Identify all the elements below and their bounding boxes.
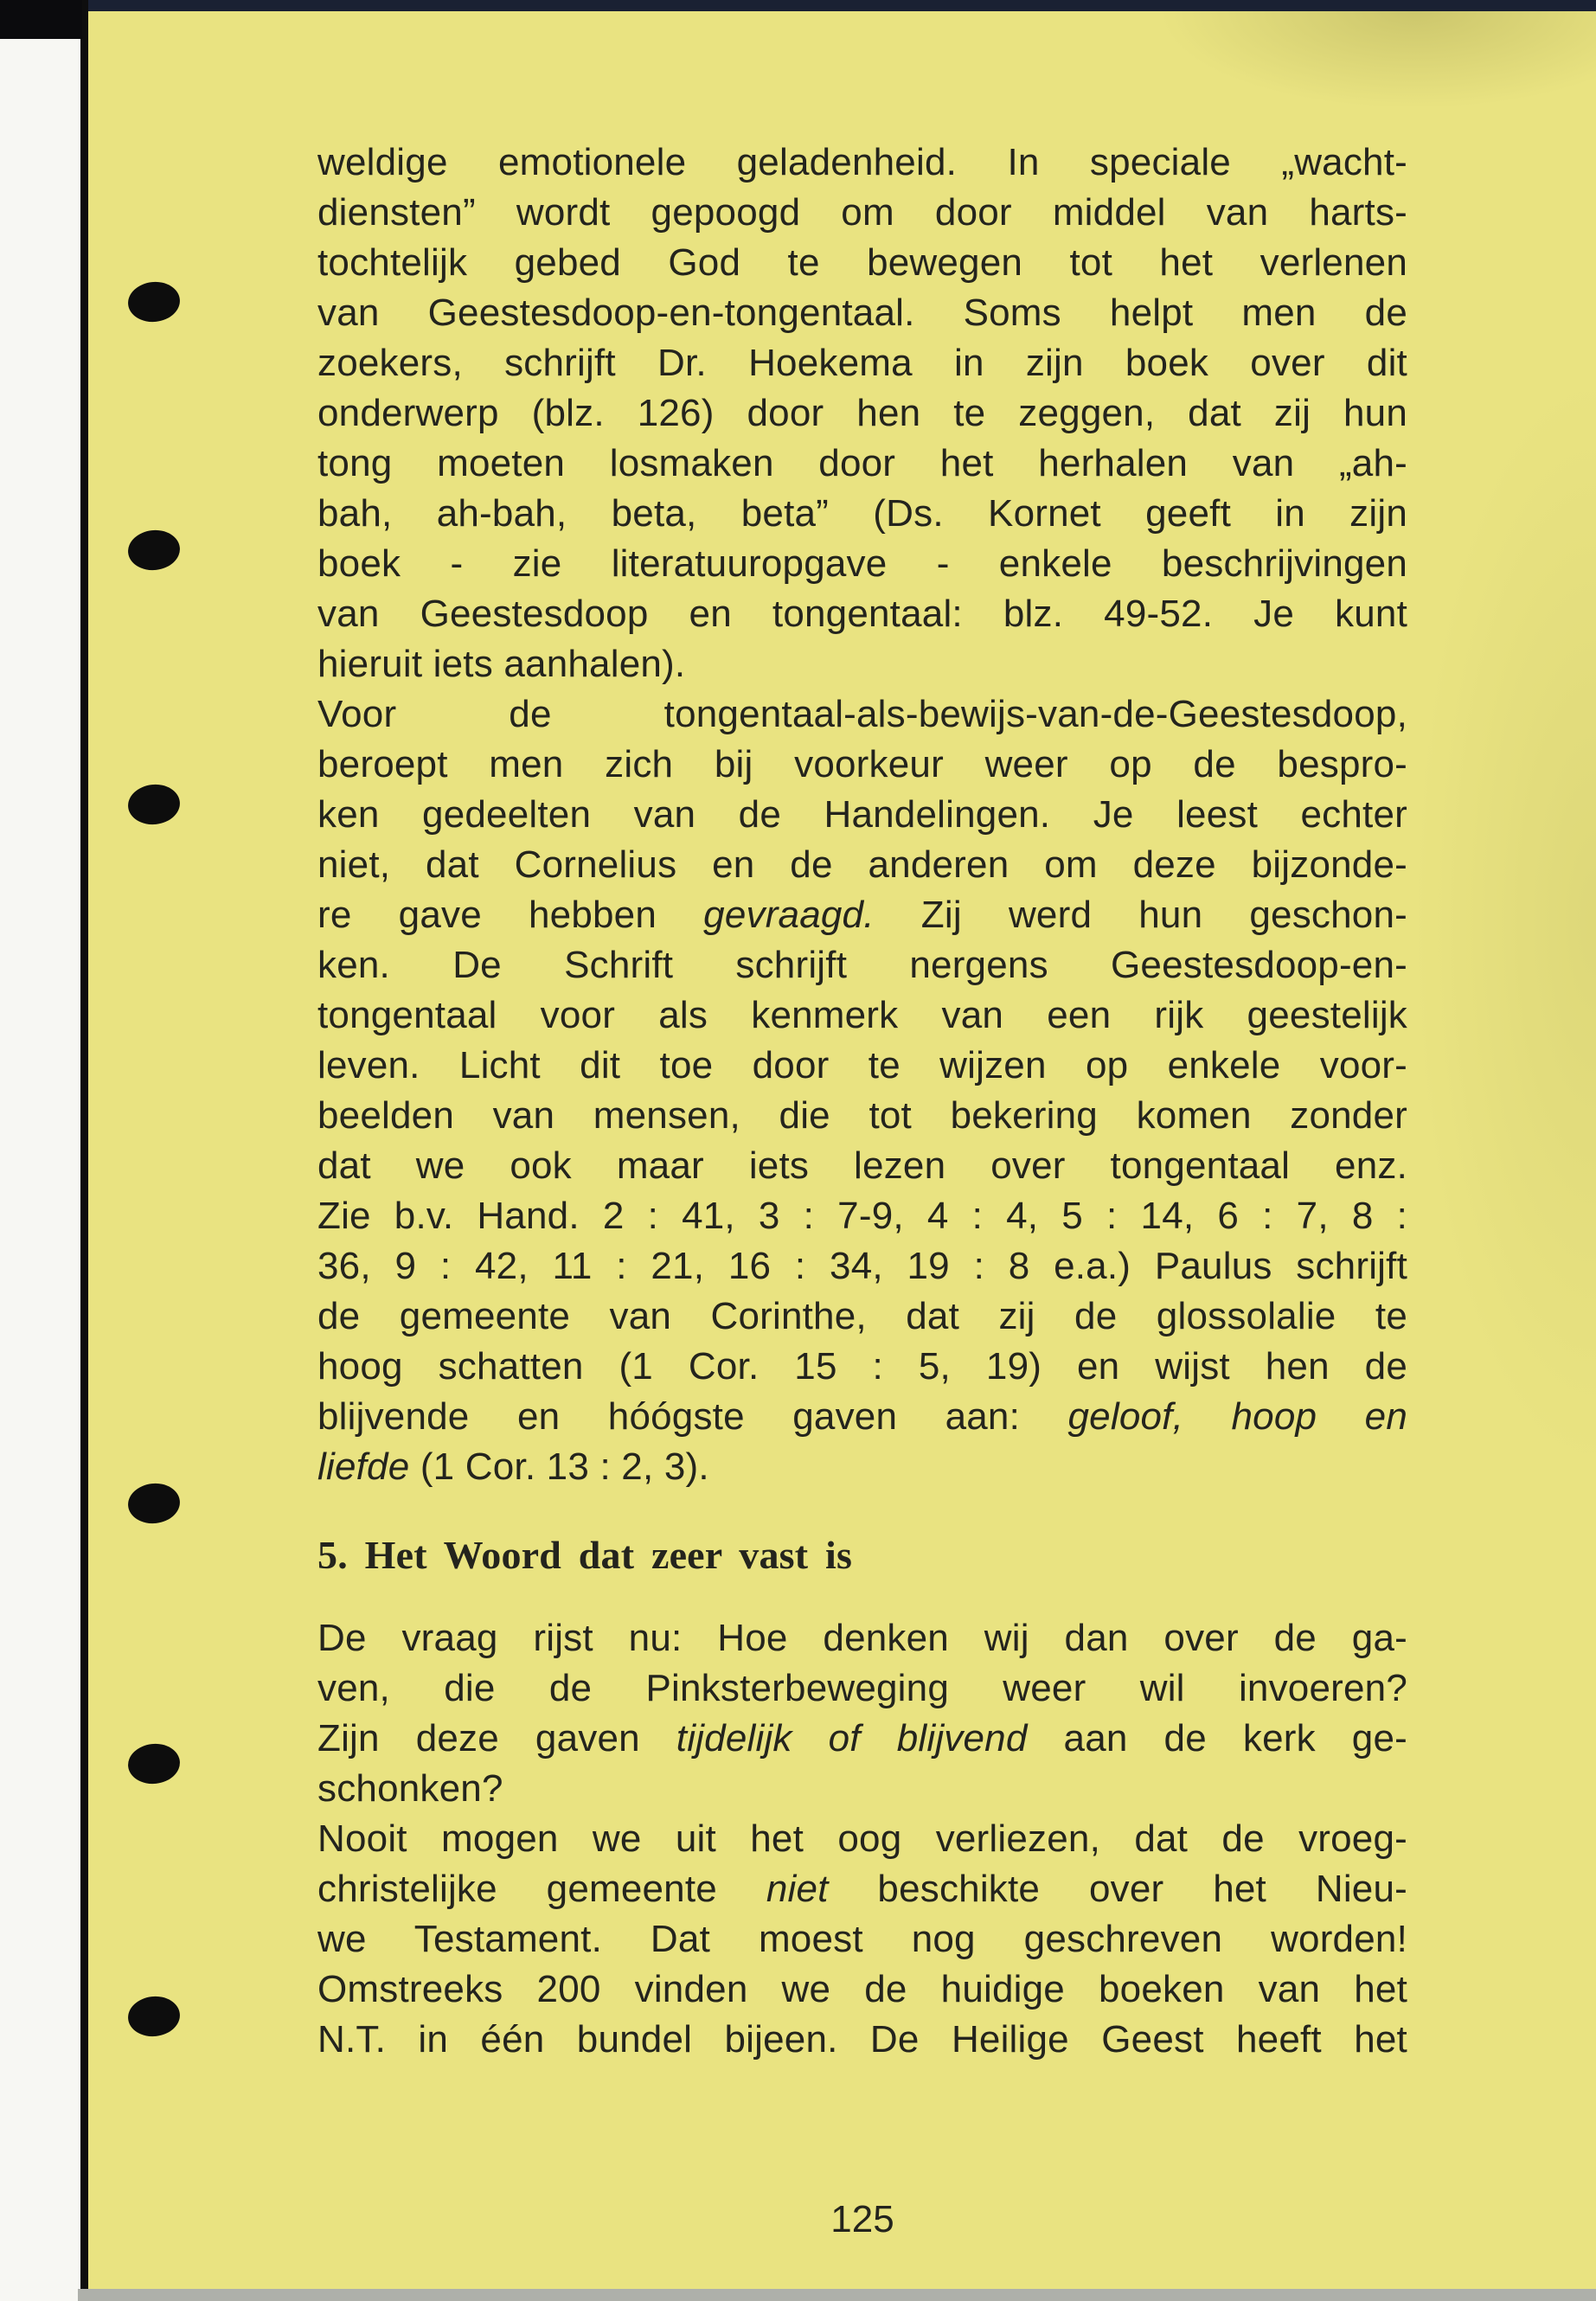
italic-text-run: liefde [317,1445,410,1488]
scan-bottom-edge [78,2289,1596,2301]
text-line [317,1041,1407,1091]
binding-hole [126,279,182,324]
italic-text-run: niet [766,1868,829,1910]
page-number: 125 [830,2198,894,2240]
text-run: ken gedeelten van de Handelingen. Je leest echter [317,793,1407,836]
text-run: aan de kerk ge- [1027,1717,1407,1759]
binding-hole [126,528,182,573]
italic-text-run: tijdelijk of blijvend [676,1717,1028,1759]
text-run: diensten” wordt gepoogd om door middel van harts- [317,191,1407,234]
text-line [317,1613,1407,1663]
text-line [317,940,1407,990]
text-line [317,740,1407,790]
text-line [317,1442,1407,1492]
text-run: ken. De Schrift schrijft nergens Geestesdoop-en- [317,944,1407,986]
text-line [317,1864,1407,1914]
text-line [317,639,1407,689]
text-run: Zijn deze gaven [317,1717,676,1759]
text-run: tochtelijk gebed God te bewegen tot het verlenen [317,241,1407,284]
text-run: tongentaal voor als kenmerk van een rijk geestelijk [317,994,1407,1036]
text-line [317,338,1407,388]
text-line [317,1191,1407,1241]
scan-corner-mark [0,0,82,39]
text-run: bah, ah-bah, beta, beta” (Ds. Kornet geeft in zijn [317,492,1407,535]
text-line [317,1663,1407,1714]
text-run: Zie b.v. Hand. 2 : 41, 3 : 7-9, 4 : 4, 5 : 14, 6 : 7, 8 : [317,1195,1407,1237]
text-line [317,1814,1407,1864]
paragraph-1 [317,138,1407,689]
text-run: onderwerp (blz. 126) door hen te zeggen, dat zij hun [317,392,1407,434]
text-line [317,1764,1407,1814]
text-line [317,589,1407,639]
text-run: weldige emotionele geladenheid. In speciale „wacht- [317,141,1407,183]
text-line [317,1091,1407,1141]
text-run: blijvende en hóógste gaven aan: [317,1395,1068,1438]
text-line [317,1241,1407,1292]
binding-hole [126,782,182,827]
text-line [317,1292,1407,1342]
text-line [317,439,1407,489]
binding-hole [126,1994,182,2039]
text-run: hieruit iets aanhalen). [317,643,686,685]
text-line [317,790,1407,840]
text-run: van Geestesdoop en tongentaal: blz. 49-52. Je kunt [317,593,1407,635]
text-run: hoog schatten (1 Cor. 15 : 5, 19) en wijst hen de [317,1345,1407,1388]
text-line [317,1914,1407,1965]
text-line [317,489,1407,539]
binding-hole [126,1741,182,1786]
text-line [317,138,1407,188]
paragraph-4 [317,1814,1407,2065]
text-run: Voor de tongentaal-als-bewijs-van-de-Geestesdoop, [317,693,1407,735]
page-text-column [317,138,1407,2065]
text-run: niet, dat Cornelius en de anderen om deze bijzonde- [317,843,1407,886]
paragraph-3 [317,1613,1407,1814]
text-line [317,990,1407,1041]
text-run: beroept men zich bij voorkeur weer op de bespro- [317,743,1407,785]
text-run: schonken? [317,1767,503,1810]
scan-top-edge [0,0,1596,11]
italic-text-run: geloof, hoop en [1067,1395,1407,1438]
text-line [317,890,1407,940]
text-run: beelden van mensen, die tot bekering komen zonder [317,1094,1407,1137]
text-line [317,1714,1407,1764]
text-run: re gave hebben [317,894,704,936]
text-line [317,1342,1407,1392]
text-run: we Testament. Dat moest nog geschreven worden! [317,1918,1407,1960]
text-run: Zij werd hun geschon- [874,894,1407,936]
text-line [317,1965,1407,2015]
text-run: dat we ook maar iets lezen over tongentaal enz. [317,1144,1407,1187]
text-run: ven, die de Pinksterbeweging weer wil invoeren? [317,1667,1407,1709]
text-line [317,689,1407,740]
text-run: leven. Licht dit toe door te wijzen op enkele voor- [317,1044,1407,1086]
text-run: de gemeente van Corinthe, dat zij de glossolalie te [317,1295,1407,1337]
text-run: De vraag rijst nu: Hoe denken wij dan over de ga- [317,1617,1407,1659]
text-run: boek - zie literatuuropgave - enkele beschrijvingen [317,542,1407,585]
paragraph-2 [317,689,1407,1492]
text-line [317,1141,1407,1191]
binding-hole [126,1481,182,1526]
text-line [317,539,1407,589]
text-run: (1 Cor. 13 : 2, 3). [409,1445,709,1488]
text-run: N.T. in één bundel bijeen. De Heilige Geest heeft het [317,2018,1407,2061]
text-line [317,238,1407,288]
text-run: 36, 9 : 42, 11 : 21, 16 : 34, 19 : 8 e.a.) Paulus schrijft [317,1245,1407,1287]
text-line [317,1392,1407,1442]
book-spine-line [80,0,88,2294]
text-run: christelijke gemeente [317,1868,766,1910]
section-heading: 5. Het Woord dat zeer vast is [317,1533,853,1577]
italic-text-run: gevraagd. [703,894,875,936]
text-run: zoekers, schrijft Dr. Hoekema in zijn boek over dit [317,342,1407,384]
text-run: van Geestesdoop-en-tongentaal. Soms helpt men de [317,292,1407,334]
text-run: Omstreeks 200 vinden we de huidige boeken van het [317,1968,1407,2010]
text-line [317,840,1407,890]
text-line [317,388,1407,439]
text-line [317,2015,1407,2065]
text-run: beschikte over het Nieu- [828,1868,1407,1910]
text-line [317,288,1407,338]
text-run: Nooit mogen we uit het oog verliezen, dat de vroeg- [317,1817,1407,1860]
text-line [317,188,1407,238]
book-paper [88,11,1596,2289]
text-run: tong moeten losmaken door het herhalen van „ah- [317,442,1407,484]
